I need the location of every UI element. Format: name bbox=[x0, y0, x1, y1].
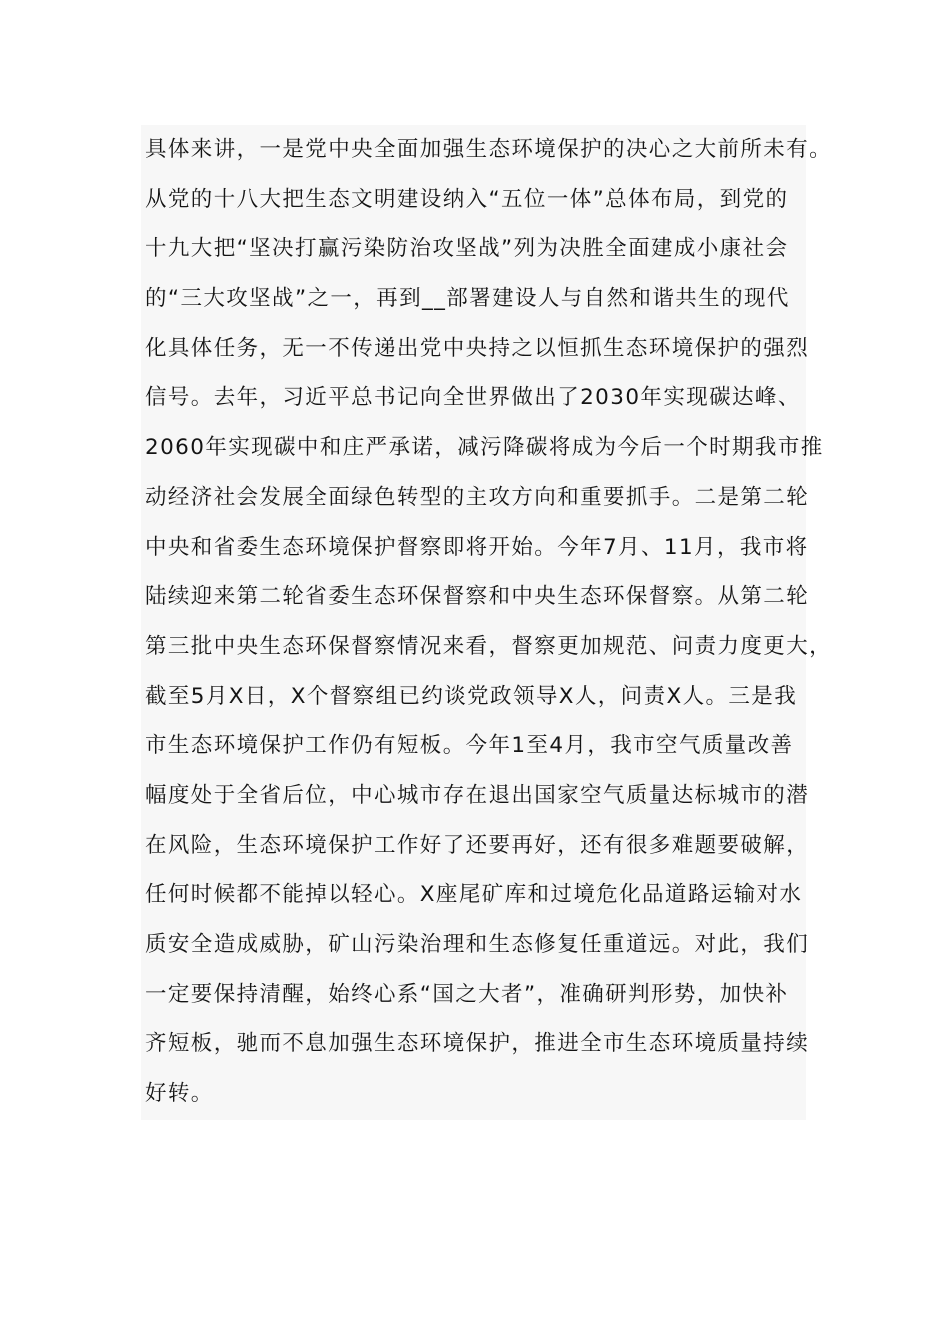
text-line: 在风险，生态环境保护工作好了还要再好，还有很多难题要破解， bbox=[145, 832, 810, 858]
body-paragraph bbox=[141, 125, 833, 1120]
text-line: 齐短板，驰而不息加强生态环境保护，推进全市生态环境质量持续 bbox=[145, 1031, 810, 1057]
text-line: 的“三大攻坚战”之一，再到__部署建设人与自然和谐共生的现代 bbox=[145, 286, 790, 312]
text-line: 中央和省委生态环境保护督察即将开始。今年7月、11月，我市将 bbox=[145, 534, 809, 560]
text-line: 截至5月X日，X个督察组已约谈党政领导X人，问责X人。三是我 bbox=[145, 683, 798, 709]
text-line: 具体来讲，一是党中央全面加强生态环境保护的决心之大前所未有。 bbox=[145, 137, 833, 162]
text-line: 十九大把“坚决打赢污染防治攻坚战”列为决胜全面建成小康社会 bbox=[145, 236, 789, 262]
text-line: 第三批中央生态环保督察情况来看，督察更加规范、问责力度更大， bbox=[145, 633, 833, 659]
text-line: 动经济社会发展全面绿色转型的主攻方向和重要抓手。二是第二轮 bbox=[145, 484, 810, 510]
text-line: 信号。去年，习近平总书记向全世界做出了2030年实现碳达峰、 bbox=[145, 385, 801, 411]
text-line: 任何时候都不能掉以轻心。X座尾矿库和过境危化品道路运输对水 bbox=[145, 882, 803, 908]
text-line: 好转。 bbox=[145, 1081, 214, 1107]
text-line: 从党的十八大把生态文明建设纳入“五位一体”总体布局，到党的 bbox=[145, 186, 789, 212]
text-line: 质安全造成威胁，矿山污染治理和生态修复任重道远。对此，我们 bbox=[145, 932, 810, 957]
text-line: 化具体任务，无一不传递出党中央持之以恒抓生态环境保护的强烈 bbox=[145, 335, 810, 361]
text-line: 市生态环境保护工作仍有短板。今年1至4月，我市空气质量改善 bbox=[145, 733, 794, 759]
text-line: 陆续迎来第二轮省委生态环保督察和中央生态环保督察。从第二轮 bbox=[145, 584, 810, 610]
text-line: 一定要保持清醒，始终心系“国之大者”，准确研判形势，加快补 bbox=[145, 981, 789, 1007]
text-line: 幅度处于全省后位，中心城市存在退出国家空气质量达标城市的潜 bbox=[145, 782, 810, 808]
text-line: 2060年实现碳中和庄严承诺，减污降碳将成为今后一个时期我市推 bbox=[145, 435, 824, 461]
